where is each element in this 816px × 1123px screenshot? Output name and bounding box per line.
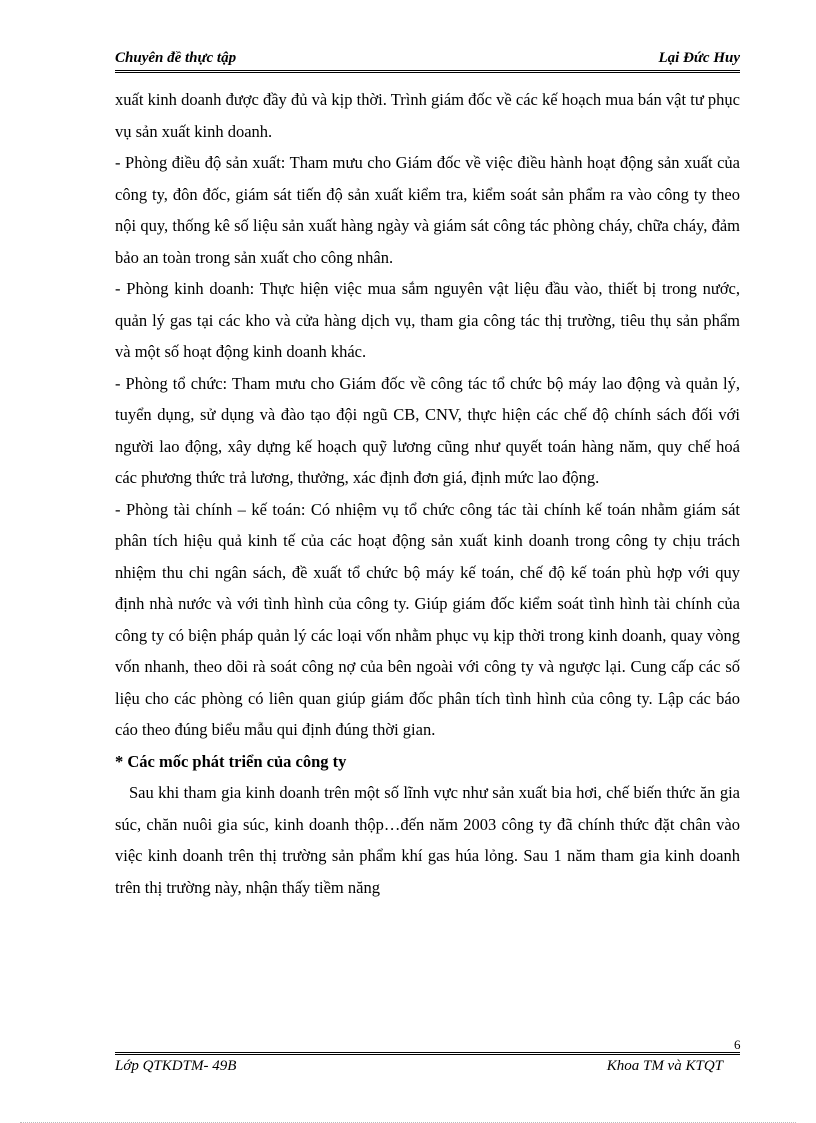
footer-rule (115, 1052, 740, 1055)
header-rule (115, 70, 740, 73)
section-paragraph: Sau khi tham gia kinh doanh trên một số lĩnh vực như sản xuất bia hơi, chế biến thức ăn gia súc, chăn nuôi gia súc, kinh doanh thộp…đến năm 2003 công ty đã chính thức đặt chân vào việc kinh doanh trên thị trường sản phẩm khí gas húa lỏng. Sau 1 năm tham gia kinh doanh trên thị trường này, nhận thấy tiềm năng (115, 783, 740, 897)
body-paragraph-1: xuất kinh doanh được đầy đủ và kịp thời. Trình giám đốc về các kế hoạch mua bán vật tư phục vụ sản xuất kinh doanh. (115, 90, 740, 141)
section-heading: * Các mốc phát triển của công ty (115, 751, 347, 771)
body-paragraph-organization-dept: - Phòng tổ chức: Tham mưu cho Giám đốc về công tác tổ chức bộ máy lao động và quản lý, tuyển dụng, sử dụng và đào tạo đội ngũ CB, CNV, thực hiện các chế độ chính sách đối với người lao động, xây dựng kế hoạch quỹ lương cũng như quyết toán hàng năm, quy chế hoá các phương thức trả lương, thưởng, xác định đơn giá, định mức lao động. (115, 373, 740, 487)
page-number: 6 (734, 1037, 741, 1052)
footer-class-name: Lớp QTKDTM- 49B (115, 1058, 237, 1074)
page-footer (115, 1058, 723, 1078)
header-document-title: Chuyên đề thực tập (115, 50, 237, 66)
body-paragraph-finance-dept: - Phòng tài chính – kế toán: Có nhiệm vụ tổ chức công tác tài chính kế toán nhằm giám sát phân tích hiệu quả kinh tế của các hoạt động sản xuất kinh doanh trong công ty chịu trách nhiệm thu chi ngân sách, đề xuất tổ chức bộ máy kế toán, chế độ kế toán phù hợp với quy định nhà nước và với tình hình của công ty. Giúp giám đốc kiểm soát tình hình tài chính của công ty có biện pháp quản lý các loại vốn nhằm phục vụ kịp thời trong kinh doanh, quay vòng vốn nhanh, theo dõi rà soát công nợ của bên ngoài với công ty và ngược lại. Cung cấp các số liệu cho các phòng có liên quan giúp giám đốc phân tích tình hình của công ty. Lập các báo cáo theo đúng biểu mẫu qui định đúng thời gian. (115, 499, 740, 739)
body-paragraph-dispatch-dept: - Phòng điều độ sản xuất: Tham mưu cho Giám đốc về việc điều hành hoạt động sản xuất của công ty, đôn đốc, giám sát tiến độ sản xuất kiểm tra, kiểm soát sản phẩm ra vào công ty theo nội quy, thống kê số liệu sản xuất hàng ngày và giám sát công tác phòng cháy, chữa cháy, đảm bảo an toàn trong sản xuất cho công nhân. (115, 153, 740, 267)
header-author-name: Lại Đức Huy (658, 50, 740, 66)
body-paragraph-sales-dept: - Phòng kinh doanh: Thực hiện việc mua sắm nguyên vật liệu đầu vào, thiết bị trong nước, quản lý gas tại các kho và cửa hàng dịch vụ, tham gia công tác thị trường, tiêu thụ sản phẩm và một số hoạt động kinh doanh khác. (115, 279, 740, 361)
footer-faculty-name: Khoa TM và KTQT (606, 1058, 723, 1074)
document-body (115, 84, 740, 903)
page-header (115, 48, 740, 70)
